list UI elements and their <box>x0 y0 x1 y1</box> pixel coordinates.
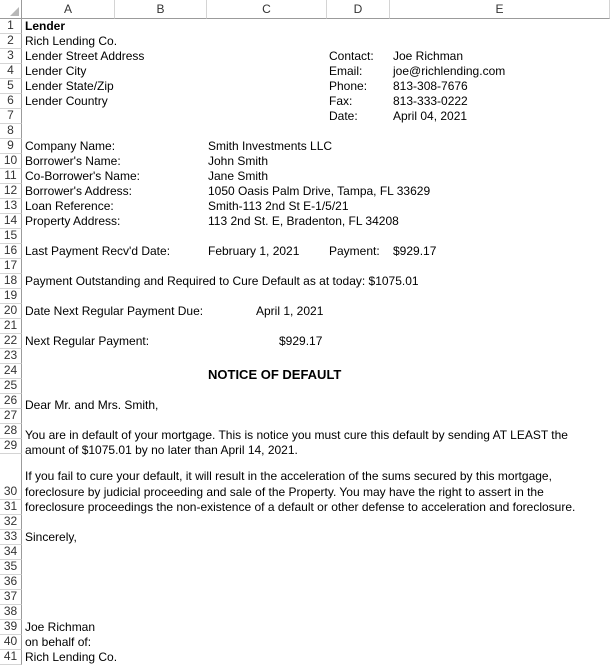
para1-line2: amount of $1075.01 by no later than April 14, 2021. <box>25 443 298 457</box>
row-number: 27 <box>3 408 18 422</box>
contact-value: Joe Richman <box>393 49 464 63</box>
row-header[interactable] <box>0 515 22 530</box>
borrower-name-label: Borrower's Name: <box>25 154 121 168</box>
row-number: 40 <box>3 634 18 648</box>
property-address-label: Property Address: <box>25 214 121 228</box>
row-header[interactable] <box>0 409 22 424</box>
row-number: 17 <box>3 258 18 272</box>
para1-line1: You are in default of your mortgage. This is notice you must cure this default by sending AT LEAST the <box>25 428 568 442</box>
on-behalf-of: on behalf of: <box>25 635 92 649</box>
row-header[interactable] <box>0 454 22 500</box>
row-number: 14 <box>3 213 18 227</box>
lender-country: Lender Country <box>25 94 108 108</box>
next-amount-label: Next Regular Payment: <box>25 334 150 348</box>
column-header-d[interactable]: D <box>327 0 390 19</box>
signer-company: Rich Lending Co. <box>25 650 118 664</box>
borrower-name-value: John Smith <box>208 154 269 168</box>
row-number: 36 <box>3 574 18 588</box>
row-number: 18 <box>3 273 18 287</box>
row-number: 25 <box>3 378 18 392</box>
salutation: Dear Mr. and Mrs. Smith, <box>25 398 159 412</box>
row-header[interactable] <box>0 169 22 184</box>
row-header[interactable] <box>0 124 22 139</box>
lender-heading: Lender <box>25 19 66 33</box>
company-value: Smith Investments LLC <box>208 139 333 153</box>
payment-amount-value: $929.17 <box>393 244 437 258</box>
row-number: 11 <box>4 168 17 182</box>
lender-name: Rich Lending Co. <box>25 34 118 48</box>
row-header[interactable] <box>0 575 22 590</box>
last-payment-label: Last Payment Recv'd Date: <box>25 244 171 258</box>
row-number: 10 <box>3 153 18 167</box>
payment-amount-label: Payment: <box>329 244 380 258</box>
email-label: Email: <box>329 64 363 78</box>
row-number: 9 <box>7 138 14 152</box>
outstanding-text: Payment Outstanding and Required to Cure Default as at today: $1075.01 <box>25 274 419 288</box>
co-borrower-label: Co-Borrower's Name: <box>25 169 140 183</box>
row-header[interactable] <box>0 424 22 439</box>
date-value: April 04, 2021 <box>393 109 468 123</box>
row-number: 20 <box>3 303 18 317</box>
row-header[interactable] <box>0 394 22 409</box>
row-number: 21 <box>3 318 18 332</box>
row-number: 8 <box>7 123 14 137</box>
row-header[interactable] <box>0 620 22 635</box>
row-number: 31 <box>3 499 18 513</box>
row-number: 34 <box>3 544 18 558</box>
signer-name: Joe Richman <box>25 620 96 634</box>
next-due-label: Date Next Regular Payment Due: <box>25 304 204 318</box>
column-header-e[interactable]: E <box>390 0 610 19</box>
row-number: 19 <box>3 288 18 302</box>
row-header[interactable] <box>0 229 22 244</box>
row-number: 16 <box>3 243 18 257</box>
borrower-address-label: Borrower's Address: <box>25 184 132 198</box>
row-header[interactable] <box>0 439 22 454</box>
row-number: 5 <box>7 78 14 92</box>
row-header[interactable] <box>0 334 22 349</box>
notice-title: NOTICE OF DEFAULT <box>208 367 342 382</box>
next-amount-value: $929.17 <box>279 334 323 348</box>
row-number: 1 <box>7 18 14 32</box>
row-header[interactable] <box>0 154 22 169</box>
row-number: 23 <box>3 348 18 362</box>
row-header[interactable] <box>0 364 22 379</box>
borrower-address-value: 1050 Oasis Palm Drive, Tampa, FL 33629 <box>208 184 431 198</box>
para2-line2: foreclosure by judicial proceeding and sale of the Property. You may have the right to assert in the <box>25 485 544 499</box>
lender-city: Lender City <box>25 64 87 78</box>
property-address-value: 113 2nd St. E, Bradenton, FL 34208 <box>208 214 399 228</box>
row-header[interactable] <box>0 94 22 109</box>
email-value: joe@richlending.com <box>393 64 506 78</box>
row-number: 7 <box>7 108 14 122</box>
date-label: Date: <box>329 109 358 123</box>
select-all-button[interactable] <box>0 0 22 19</box>
fax-value: 813-333-0222 <box>393 94 468 108</box>
row-number: 28 <box>3 423 18 437</box>
row-header[interactable] <box>0 635 22 650</box>
row-header[interactable] <box>0 560 22 575</box>
column-header-a[interactable]: A <box>22 0 115 19</box>
row-number: 4 <box>7 63 14 77</box>
row-number: 37 <box>3 589 18 603</box>
row-number: 30 <box>3 484 18 498</box>
next-due-value: April 1, 2021 <box>256 304 324 318</box>
row-header[interactable] <box>0 274 22 289</box>
row-header[interactable] <box>0 304 22 319</box>
row-number: 22 <box>3 333 18 347</box>
row-header[interactable] <box>0 19 22 34</box>
phone-label: Phone: <box>329 79 368 93</box>
co-borrower-value: Jane Smith <box>208 169 269 183</box>
row-number: 32 <box>3 514 18 528</box>
row-number: 33 <box>3 529 18 543</box>
row-number: 26 <box>3 393 18 407</box>
loan-reference-value: Smith-113 2nd St E-1/5/21 <box>208 199 349 213</box>
row-header[interactable] <box>0 605 22 620</box>
row-header[interactable] <box>0 289 22 304</box>
row-number: 39 <box>3 619 18 633</box>
fax-label: Fax: <box>329 94 353 108</box>
row-number: 3 <box>7 48 14 62</box>
row-number: 15 <box>3 228 18 242</box>
phone-value: 813-308-7676 <box>393 79 468 93</box>
column-header-b[interactable]: B <box>115 0 207 19</box>
row-header[interactable] <box>0 109 22 124</box>
row-header[interactable] <box>0 319 22 334</box>
row-header[interactable] <box>0 199 22 214</box>
row-number: 29 <box>3 438 18 452</box>
row-number: 41 <box>3 649 18 663</box>
contact-label: Contact: <box>329 49 374 63</box>
row-header[interactable] <box>0 79 22 94</box>
row-header[interactable] <box>0 64 22 79</box>
row-header[interactable] <box>0 545 22 560</box>
row-header[interactable] <box>0 650 22 665</box>
last-payment-value: February 1, 2021 <box>208 244 300 258</box>
row-number: 35 <box>3 559 18 573</box>
row-number: 24 <box>3 363 18 377</box>
row-header[interactable] <box>0 379 22 394</box>
row-number: 38 <box>3 604 18 618</box>
lender-state-zip: Lender State/Zip <box>25 79 114 93</box>
row-header[interactable] <box>0 49 22 64</box>
lender-street: Lender Street Address <box>25 49 145 63</box>
row-number: 13 <box>3 198 18 212</box>
row-number: 12 <box>3 183 18 197</box>
row-number: 2 <box>7 33 14 47</box>
para2-line1: If you fail to cure your default, it will result in the acceleration of the sums secured by this mortgage, <box>25 469 552 483</box>
company-label: Company Name: <box>25 139 116 153</box>
row-number: 6 <box>7 93 14 107</box>
row-header[interactable] <box>0 214 22 229</box>
row-header[interactable] <box>0 590 22 605</box>
row-header[interactable] <box>0 259 22 274</box>
closing: Sincerely, <box>25 530 77 544</box>
row-header[interactable] <box>0 244 22 259</box>
para2-line3: foreclosure proceedings the non-existence of a default or other defense to acceleration and foreclosure. <box>25 500 576 514</box>
row-header[interactable] <box>0 349 22 364</box>
row-header[interactable] <box>0 34 22 49</box>
row-header[interactable] <box>0 184 22 199</box>
row-header[interactable] <box>0 139 22 154</box>
loan-reference-label: Loan Reference: <box>25 199 114 213</box>
row-header[interactable] <box>0 500 22 515</box>
column-header-c[interactable]: C <box>207 0 327 19</box>
row-header[interactable] <box>0 530 22 545</box>
